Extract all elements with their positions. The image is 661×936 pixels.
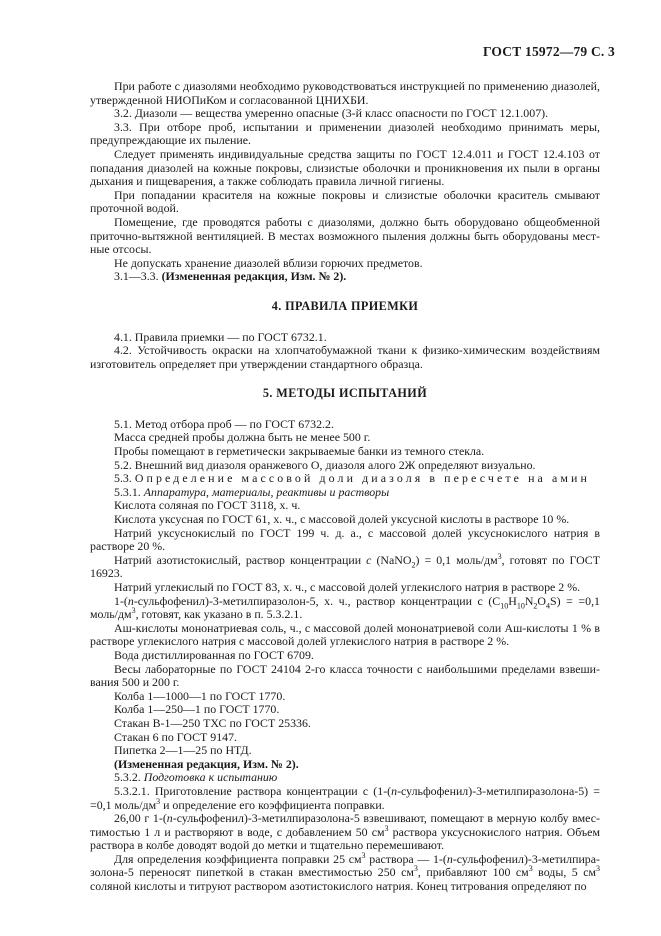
superscript: 3 [156,796,161,806]
paragraph-text: Вода дистиллированная по ГОСТ 6709. [114,647,314,662]
paragraph-text: 3.1—3.3. [114,269,159,284]
text-run: H [508,593,517,608]
paragraph [90,499,600,513]
text-run: Натрий азотистокислый, раствор концентрации [114,552,367,567]
section-heading: 4. ПРАВИЛА ПРИЕМКИ [271,298,419,313]
paragraph-text: При попадании красителя на кожные покровы и слизистые оболочки краситель смывают проточной водой. [90,187,600,216]
paragraph-text: Кислота соляная по ГОСТ 3118, х. ч. [114,498,301,513]
paragraph-text: Масса средней пробы должна быть не менее 500 г. [114,430,371,445]
section-heading: 5. МЕТОДЫ ИСПЫТАНИЙ [262,386,428,401]
paragraph-text: Кислота уксусная по ГОСТ 61, х. ч., с массовой долей уксусной кислоты в растворе 10 %. [114,512,570,527]
paragraph [90,812,600,853]
superscript: 3 [497,551,502,561]
superscript: 3 [413,864,418,874]
italic-symbol: n [166,811,173,826]
paragraph-text: 5.3.1. [114,484,141,499]
text-run: , прибавляют 100 см [417,865,529,880]
italic-symbol: c [366,552,372,567]
subscript: 4 [546,600,551,610]
paragraph [90,581,600,595]
paragraph [90,472,600,486]
text-run: S) = =0,1 моль/дм [90,593,600,622]
paragraph [90,216,600,257]
paragraph-text: 5.3.2. [114,770,141,785]
paragraph [90,663,600,690]
text-run: раствора — 1-( [365,851,447,866]
paragraph-text: Пробы помещают в герметически закрываемые банки из темного стекла. [114,444,485,459]
text-run: и определение его коэффициента поправки. [160,797,385,812]
paragraph-text: Следует применять индивидуальные средства защиты по ГОСТ 12.4.011 и ГОСТ 12.4.103 от попадания диазолей на кожные покровы, слизистые оболочки и проникновения их пыли в органы дыхания и пищеварения, а также соблюдать правила личной гигиены. [90,146,600,189]
paragraph [90,771,600,785]
paragraph [90,459,600,473]
text-run: воды, 5 см [532,865,597,880]
paragraph [90,731,600,745]
paragraph [90,121,600,148]
paragraph-text: 4.2. Устойчивость окраски на хлопчатобумажной ткани к физико-химическим воздействиям изготовитель определяет при утверждении стандартного образца. [90,343,600,371]
italic-symbol: n [391,783,398,798]
paragraph [90,690,600,704]
paragraph-text: Пипетка 2—1—25 по НТД. [114,743,252,758]
paragraph [90,551,600,581]
subscript: 2 [411,560,416,570]
italic-subheading: Аппаратура, материалы, реактивы и растворы [143,484,390,499]
paragraph-text: 5.1. Метод отбора проб — по ГОСТ 6732.2. [114,416,334,431]
superscript: 3 [131,606,136,616]
paragraph [90,270,600,284]
paragraph [90,744,600,758]
paragraph-text: При работе с диазолями необходимо руководствоваться инструкцией по применению диазолей, утвержденной НИОПиКом и согласованной ЦНИХБИ. [90,79,600,107]
text-run: -сульфофенил)-3-метилпиразолона-5) = =0,1 моль/дм [90,783,600,812]
text-run: -сульфофенил)-3-метилпиразолон-5, х. ч., раствор концентрации c (C [133,593,501,608]
paragraph-text: 3.2. Диазоли — вещества умеренно опасные (3-й класс опасности по ГОСТ 12.1.007). [114,106,549,121]
paragraph [90,486,600,500]
text-run: -сульфофенил)-3-метилпиразолона-5 взвешивают, помещают в мерную колбу вмес-тимостью 1 л и растворяют в воде, с добавлением 50 см [90,811,600,839]
paragraph-text: 3.3. При отборе проб, испытании и применении диазолей необходимо принимать меры, предупреждающие их пыление. [90,119,600,148]
text-run: 26,00 г 1-( [114,811,167,826]
paragraph-text: 5.3. [114,471,132,486]
text-run: (NaNO [371,552,412,567]
paragraph-text: Помещение, где проводятся работы с диазолями, должно быть оборудовано общеобменной приточно-вытяжной вентиляцией. В местах возможного пыления должны быть оборудованы мест-ные отсосы. [90,214,600,257]
paragraph [90,649,600,663]
text-run: соляной кислоты и титруют раствором азотистокислого натрия. Конец титрования определяют по [90,879,587,894]
paragraph [90,148,600,189]
paragraph-text: Натрий углекислый по ГОСТ 83, х. ч., с массовой долей углекислого натрия в растворе 2 %. [114,580,581,594]
italic-symbol: n [127,593,134,608]
paragraph [90,431,600,445]
text-run: раствора уксуснокислого натрия. Объем раствора в колбе доводят водой до метки и тщательно перемешивают. [90,824,600,853]
paragraph-text: Колба 1—1000—1 по ГОСТ 1770. [114,688,286,703]
paragraph-text: 5.2. Внешний вид диазоля оранжевого О, диазоля алого 2Ж определяют визуально. [114,457,536,472]
paragraph [90,717,600,731]
paragraph [90,344,600,371]
paragraph [90,595,600,622]
paragraph [90,758,600,772]
superscript: 3 [596,864,601,874]
paragraph [90,445,600,459]
paragraph-text: Аш-кислоты мононатриевая соль, ч., с массовой долей мононатриевой соли Аш-кислоты 1 % в растворе углекислого натрия с массовой долей углекислого натрия в растворе 2 %. [90,620,600,649]
paragraph [90,257,600,271]
revision-note: (Измененная редакция, Изм. № 2). [114,756,299,771]
text-run: 5.3.2.1. Приготовление раствора концентрации c (1-( [114,783,392,798]
text-run: O [537,593,547,608]
text-run: , готовят, как указано в п. 5.3.2.1. [135,607,303,622]
subscript: 2 [533,600,538,610]
text-run: ) = 0,1 моль/дм [415,552,498,567]
paragraph-text: 4.1. Правила приемки — по ГОСТ 6732.1. [114,329,327,344]
paragraph [90,622,600,649]
text-run: 1-( [114,593,128,608]
running-header: ГОСТ 15972—79 С. 3 [482,44,615,59]
paragraph [90,513,600,527]
paragraph [90,703,600,717]
paragraph-text: Стакан В-1—250 ТХС по ГОСТ 25336. [114,715,311,730]
paragraph-text: Колба 1—250—1 по ГОСТ 1770. [114,702,280,717]
paragraph [90,331,600,345]
spaced-heading: Определение массовой доли диазоля в пересчете на амин [134,471,590,486]
paragraph [90,418,600,432]
paragraph [90,527,600,554]
subscript: 10 [500,600,509,610]
paragraph [90,785,600,812]
paragraph-text: Натрий уксуснокислый по ГОСТ 199 ч. д. а., с массовой долей уксуснокислого натрия в растворе 20 %. [90,525,600,554]
revision-note: (Измененная редакция, Изм. № 2). [161,269,347,284]
paragraph [90,850,601,894]
subscript: 10 [516,600,525,610]
italic-subheading: Подготовка к испытанию [143,770,278,785]
paragraph-text: Стакан 6 по ГОСТ 9147. [114,729,238,744]
superscript: 3 [528,864,533,874]
italic-symbol: n [446,851,453,866]
paragraph [90,189,600,216]
text-run: N [524,593,534,608]
paragraph-text: Весы лабораторные по ГОСТ 24104 2-го класса точности с наибольшими пределами взвеши-вания 500 и 200 г. [90,661,600,690]
paragraph [90,80,600,107]
document-body [90,80,600,894]
text-run: -сульфофенил)-3-метилпира-золона-5 переносят пипеткой в стакан вместимостью 250 см [90,851,600,880]
superscript: 3 [384,823,389,833]
superscript: 3 [361,850,366,860]
paragraph [90,107,600,121]
paragraph-text: Не допускать хранение диазолей вблизи горючих предметов. [114,255,423,270]
text-run: Для определения коэффициента поправки 25 см [114,851,362,866]
text-run: , готовят по ГОСТ 16923. [90,552,600,581]
